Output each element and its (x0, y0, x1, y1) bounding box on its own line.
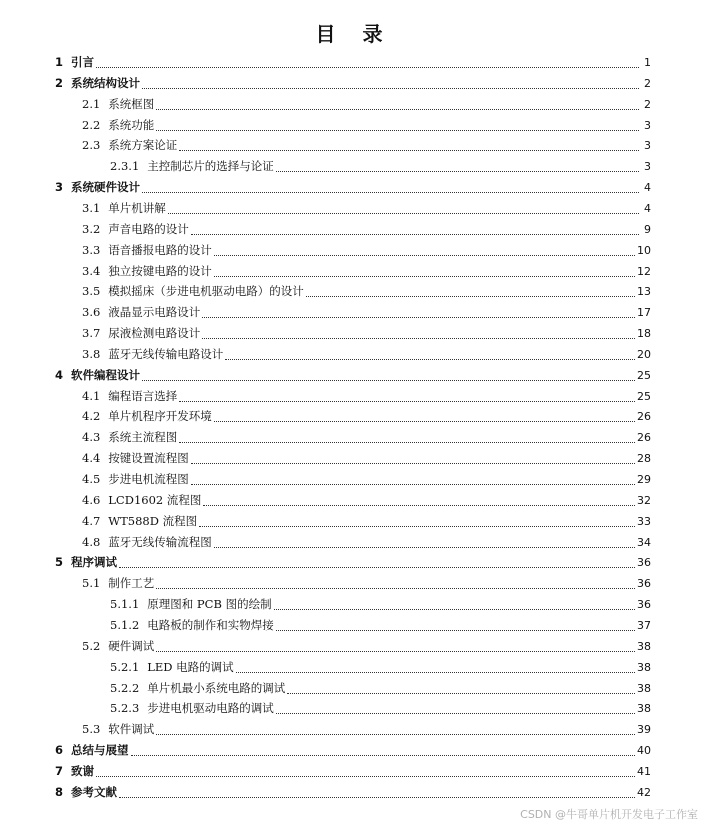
toc-entry-number: 6 (55, 743, 64, 758)
toc-entry[interactable] (82, 302, 651, 322)
toc-entry-text: 引言 (71, 55, 95, 69)
toc-entry[interactable] (82, 323, 651, 343)
toc-entry-page: 37 (637, 618, 651, 632)
toc-leader-dots (306, 284, 635, 297)
toc-leader-dots (156, 639, 635, 652)
toc-entry-number: 4.6 (82, 492, 101, 507)
toc-entry-page: 3 (644, 139, 651, 153)
toc-entry-text: 硬件调试 (108, 638, 155, 653)
toc-entry[interactable] (55, 782, 651, 802)
toc-entry-number: 3 (55, 180, 64, 195)
toc-entry-number: 5 (55, 555, 64, 570)
toc-entry-text: 蓝牙无线传输电路设计 (108, 346, 224, 361)
toc-entry[interactable] (82, 198, 651, 218)
toc-entry[interactable] (82, 386, 651, 406)
toc-leader-dots (202, 305, 635, 318)
toc-entry[interactable] (82, 427, 651, 447)
toc-entry-text: 电路板的制作和实物焊接 (147, 617, 274, 632)
toc-leader-dots (274, 597, 635, 610)
toc-entry-page: 36 (637, 598, 651, 612)
toc-entry-number: 5.1.2 (110, 617, 140, 632)
toc-leader-dots (142, 180, 639, 193)
toc-entry[interactable] (82, 240, 651, 260)
toc-entry-page: 10 (637, 243, 651, 257)
toc-leader-dots (276, 159, 639, 172)
toc-entry-number: 3.5 (82, 284, 101, 299)
toc-entry-text: 系统硬件设计 (71, 180, 141, 195)
toc-entry-text: 按键设置流程图 (108, 451, 189, 466)
toc-leader-dots (225, 347, 635, 360)
toc-leader-dots (142, 76, 639, 89)
toc-entry-page: 1 (644, 56, 651, 69)
toc-leader-dots (214, 409, 635, 422)
toc-leader-dots (214, 535, 635, 548)
toc-leader-dots (156, 722, 635, 735)
toc-entry-text: 独立按键电路的设计 (108, 263, 212, 278)
toc-entry[interactable] (82, 448, 651, 468)
toc-entry-text: 系统结构设计 (71, 75, 141, 90)
toc-leader-dots (96, 764, 635, 777)
toc-entry-number: 4.4 (82, 451, 101, 466)
toc-leader-dots (202, 326, 635, 339)
toc-entry-page: 38 (637, 702, 651, 716)
toc-title: 目 录 (315, 22, 393, 46)
toc-entry-text: 步进电机流程图 (108, 472, 189, 486)
toc-entry-number: 5.2.3 (110, 701, 140, 716)
toc-entry-number: 5.1.1 (110, 597, 140, 612)
toc-entry-page: 3 (644, 160, 651, 174)
toc-entry[interactable] (82, 636, 651, 656)
toc-entry-page: 32 (637, 493, 651, 507)
toc-entry-text: 原理图和 PCB 图的绘制 (147, 597, 272, 612)
toc-entry-number: 2.3 (82, 138, 101, 153)
toc-entry[interactable] (55, 52, 651, 72)
toc-leader-dots (142, 368, 635, 381)
toc-entry-text: 软件编程设计 (71, 367, 141, 382)
toc-entry-text: 软件调试 (108, 722, 155, 737)
toc-entry-number: 3.2 (82, 221, 101, 236)
toc-entry[interactable] (55, 761, 651, 781)
toc-entry-text: 蓝牙无线传输流程图 (108, 534, 212, 549)
toc-entry-page: 4 (644, 201, 651, 215)
toc-entry-number: 2.2 (82, 117, 101, 132)
toc-entry-page: 39 (637, 723, 651, 737)
toc-entry-page: 4 (644, 181, 651, 195)
toc-entry-number: 7 (55, 763, 64, 778)
toc-entry-page: 2 (644, 97, 651, 111)
toc-entry[interactable] (110, 678, 651, 698)
toc-entry-page: 36 (637, 577, 651, 591)
toc-entry[interactable] (82, 344, 651, 364)
toc-entry-text: 声音电路的设计 (108, 221, 189, 236)
toc-entry-number: 4.1 (82, 388, 101, 403)
toc-entry[interactable] (55, 552, 651, 572)
toc-entry[interactable] (82, 511, 651, 531)
toc-leader-dots (179, 138, 639, 151)
toc-entry[interactable] (82, 94, 651, 114)
toc-entry-page: 38 (637, 681, 651, 695)
toc-entry-number: 5.2.2 (110, 680, 140, 695)
toc-entry-number: 4.5 (82, 472, 101, 486)
toc-entry-page: 17 (637, 306, 651, 320)
toc-entry-number: 4.7 (82, 513, 101, 528)
toc-entry-number: 4.2 (82, 409, 101, 424)
toc-entry-text: 尿液检测电路设计 (108, 326, 201, 341)
toc-entry[interactable] (55, 73, 651, 93)
toc-entry-page: 33 (637, 514, 651, 528)
toc-leader-dots (236, 660, 635, 673)
toc-entry-text: 程序调试 (71, 555, 118, 570)
toc-entry-page: 38 (637, 660, 651, 674)
toc-entry[interactable] (55, 365, 651, 385)
toc-leader-dots (199, 514, 635, 527)
toc-leader-dots (119, 785, 635, 798)
toc-entry-text: 致谢 (71, 763, 95, 778)
toc-leader-dots (96, 55, 639, 68)
toc-entry-text: 单片机最小系统电路的调试 (147, 680, 286, 695)
toc-entry-number: 4.3 (82, 430, 101, 445)
toc-leader-dots (191, 472, 635, 485)
toc-entry-page: 25 (637, 368, 651, 382)
toc-entry-text: LCD1602 流程图 (108, 492, 202, 507)
toc-entry-text: 编程语言选择 (108, 388, 178, 403)
toc-entry-text: 系统方案论证 (108, 138, 178, 153)
toc-entry[interactable] (82, 573, 651, 593)
toc-entry-text: 模拟摇床（步进电机驱动电路）的设计 (108, 284, 304, 299)
toc-entry-number: 2 (55, 75, 64, 90)
toc-entry-page: 29 (637, 473, 651, 486)
toc-entry-text: WT588D 流程图 (108, 513, 198, 528)
toc-entry-text: 系统框图 (108, 96, 155, 111)
toc-entry-page: 2 (644, 76, 651, 90)
toc-entry[interactable] (55, 177, 651, 197)
toc-leader-dots (203, 493, 635, 506)
toc-entry-page: 9 (644, 222, 651, 236)
toc-leader-dots (119, 555, 635, 568)
toc-entry-number: 5.1 (82, 576, 101, 591)
toc-entry-number: 4.8 (82, 534, 101, 549)
toc-entry-page: 26 (637, 431, 651, 445)
toc-entry-page: 20 (637, 347, 651, 361)
toc-entry-text: 单片机讲解 (108, 200, 166, 215)
toc-entry-page: 40 (637, 744, 651, 758)
toc-entry-page: 36 (637, 556, 651, 570)
toc-entry-text: 系统功能 (108, 117, 155, 132)
toc-entry-page: 18 (637, 327, 651, 341)
toc-entry[interactable] (82, 406, 651, 426)
toc-leader-dots (179, 389, 635, 402)
toc-entry-number: 2.3.1 (110, 159, 140, 174)
toc-entry-number: 5.3 (82, 722, 101, 737)
toc-entry-number: 8 (55, 784, 64, 799)
toc-leader-dots (191, 222, 639, 235)
toc-entry-text: 系统主流程图 (108, 430, 178, 445)
toc-entry[interactable] (110, 156, 651, 176)
toc-entry[interactable] (82, 490, 651, 510)
toc-entry-number: 3.8 (82, 346, 101, 361)
toc-entry-text: 语音播报电路的设计 (108, 242, 212, 257)
toc-entry-text: 步进电机驱动电路的调试 (147, 701, 274, 716)
toc-leader-dots (276, 618, 635, 631)
toc-entry[interactable] (82, 532, 651, 552)
toc-entry-page: 12 (637, 264, 651, 278)
toc-entry-page: 34 (637, 535, 651, 549)
toc-entry-number: 3.3 (82, 242, 101, 257)
toc-entry[interactable] (82, 281, 651, 301)
toc-entry[interactable] (82, 261, 651, 281)
toc-entry[interactable] (55, 740, 651, 760)
toc-entry-number: 3.7 (82, 326, 101, 341)
toc-entry[interactable] (110, 594, 651, 614)
toc-leader-dots (276, 701, 635, 714)
toc-leader-dots (287, 681, 635, 694)
toc-entry-text: 液晶显示电路设计 (108, 305, 201, 320)
toc-leader-dots (168, 201, 639, 214)
toc-leader-dots (156, 118, 639, 131)
toc-entry-page: 42 (637, 785, 651, 799)
toc-entry-text: 总结与展望 (71, 743, 129, 758)
toc-entry-number: 4 (55, 367, 64, 382)
toc-leader-dots (214, 243, 635, 256)
toc-entry-number: 5.2.1 (110, 659, 140, 674)
toc-entry-page: 28 (637, 452, 651, 466)
toc-leader-dots (156, 97, 639, 110)
toc-leader-dots (179, 430, 635, 443)
toc-entry-text: LED 电路的调试 (147, 659, 234, 674)
toc-entry[interactable] (110, 657, 651, 677)
toc-entry-page: 38 (637, 639, 651, 653)
toc-entry[interactable] (82, 219, 651, 239)
toc-entry[interactable] (110, 698, 651, 718)
toc-entry[interactable] (82, 115, 651, 135)
toc-entry-page: 13 (637, 285, 651, 299)
toc-leader-dots (214, 264, 635, 277)
toc-leader-dots (131, 743, 635, 756)
toc-entry-page: 26 (637, 410, 651, 424)
watermark: CSDN @牛哥单片机开发电子工作室 (520, 808, 698, 821)
toc-entry-number: 1 (55, 55, 64, 69)
toc-entry-text: 参考文献 (71, 784, 118, 799)
toc-entry-number: 3.4 (82, 263, 101, 278)
toc-entry-number: 5.2 (82, 638, 101, 653)
toc-entry[interactable] (82, 135, 651, 155)
toc-entry-text: 制作工艺 (108, 576, 155, 591)
toc-entry[interactable] (82, 469, 651, 489)
toc-leader-dots (156, 576, 635, 589)
toc-leader-dots (191, 451, 635, 464)
toc-entry-page: 3 (644, 118, 651, 132)
toc-entry-text: 主控制芯片的选择与论证 (147, 159, 274, 174)
toc-entry-number: 2.1 (82, 96, 101, 111)
toc-entry-page: 25 (637, 389, 651, 403)
toc-entry[interactable] (110, 615, 651, 635)
toc-entry-page: 41 (637, 764, 651, 778)
toc-entry-number: 3.1 (82, 200, 101, 215)
toc-entry-text: 单片机程序开发环境 (108, 409, 212, 424)
toc-entry-number: 3.6 (82, 305, 101, 320)
toc-entry[interactable] (82, 719, 651, 739)
